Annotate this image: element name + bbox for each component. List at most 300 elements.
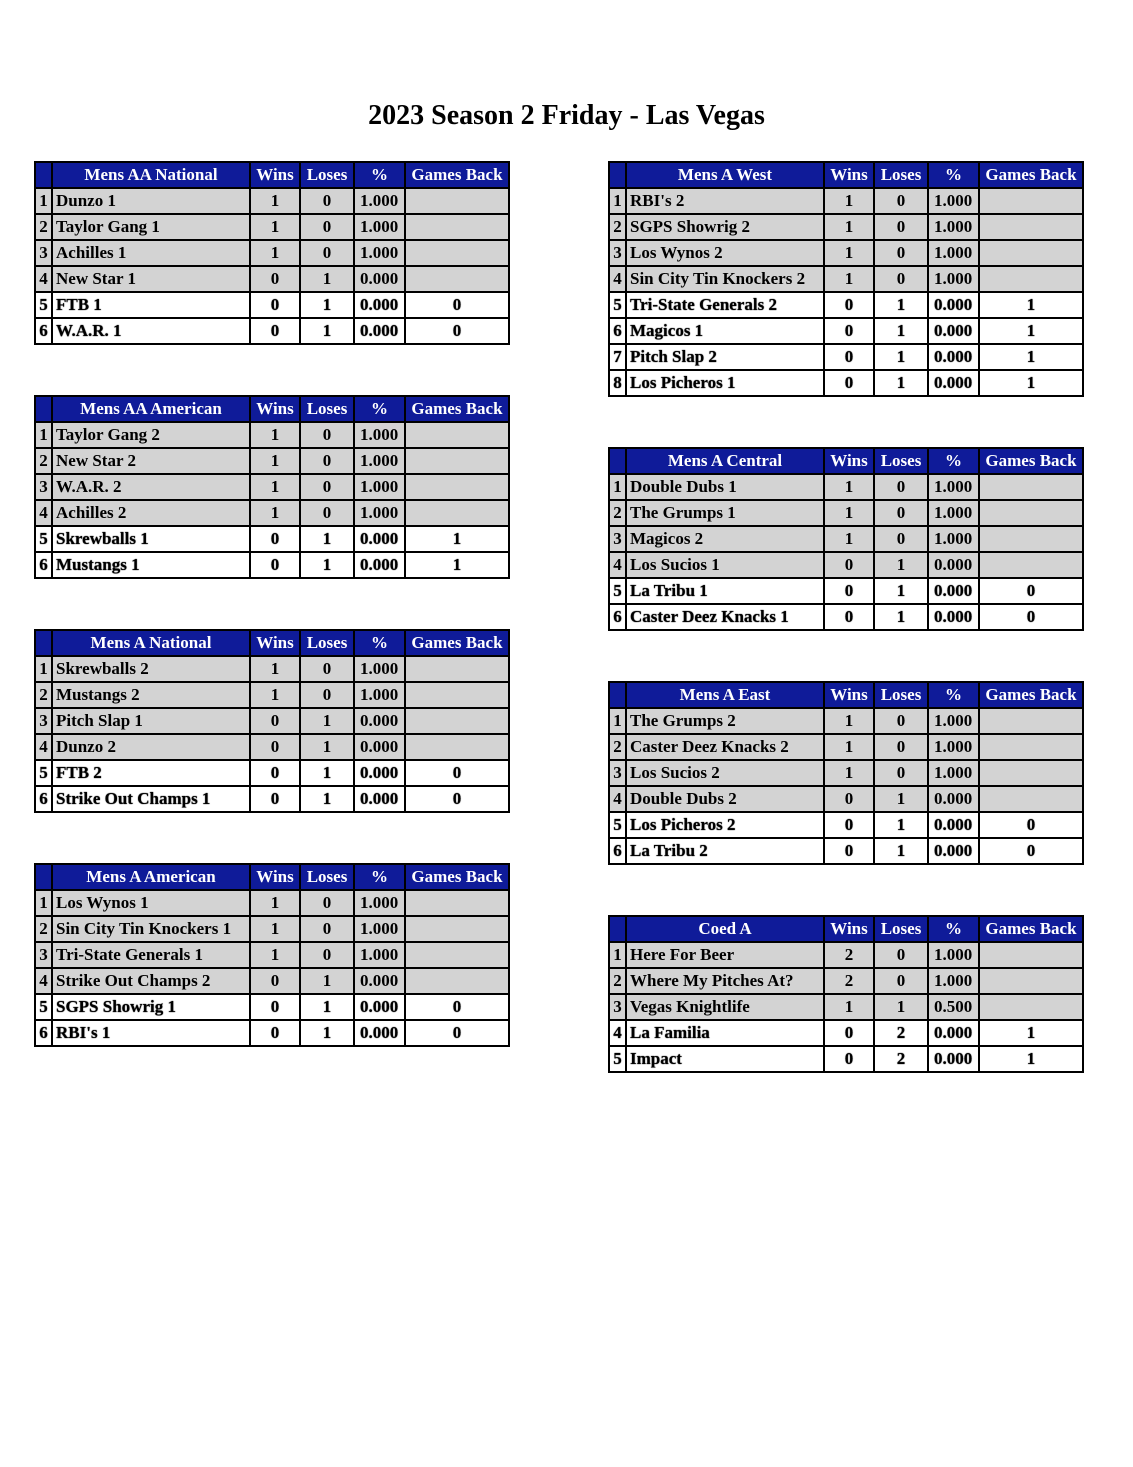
table-row xyxy=(35,448,509,474)
header-pct: % xyxy=(928,162,979,188)
games-back-cell xyxy=(405,942,509,968)
games-back-cell xyxy=(979,526,1083,552)
team-cell: FTB 2 xyxy=(52,760,250,786)
games-back-cell: 1 xyxy=(979,1020,1083,1046)
table-row xyxy=(609,344,1083,370)
header-games-back: Games Back xyxy=(405,162,509,188)
table-row xyxy=(35,552,509,578)
team-cell: W.A.R. 2 xyxy=(52,474,250,500)
table-row xyxy=(609,786,1083,812)
games-back-cell: 1 xyxy=(405,552,509,578)
team-cell: Magicos 1 xyxy=(626,318,824,344)
table-header-row xyxy=(609,916,1083,942)
rank-cell: 1 xyxy=(609,942,626,968)
wins-cell: 0 xyxy=(250,266,300,292)
loses-cell: 0 xyxy=(300,422,354,448)
table-row xyxy=(609,994,1083,1020)
team-cell: New Star 2 xyxy=(52,448,250,474)
wins-cell: 1 xyxy=(250,656,300,682)
table-row xyxy=(35,786,509,812)
loses-cell: 1 xyxy=(874,370,928,396)
team-cell: FTB 1 xyxy=(52,292,250,318)
standings-table xyxy=(608,681,1084,865)
games-back-cell xyxy=(405,968,509,994)
pct-cell: 1.000 xyxy=(354,214,405,240)
pct-cell: 0.000 xyxy=(354,734,405,760)
division-name: Mens AA American xyxy=(52,396,250,422)
pct-cell: 1.000 xyxy=(928,500,979,526)
wins-cell: 1 xyxy=(250,188,300,214)
rank-cell: 7 xyxy=(609,344,626,370)
team-cell: Mustangs 2 xyxy=(52,682,250,708)
loses-cell: 1 xyxy=(300,1020,354,1046)
games-back-cell xyxy=(979,708,1083,734)
table-row xyxy=(35,656,509,682)
table-header-row xyxy=(609,448,1083,474)
loses-cell: 0 xyxy=(874,474,928,500)
header-rank-cell xyxy=(609,916,626,942)
games-back-cell xyxy=(979,266,1083,292)
team-cell: Los Sucios 1 xyxy=(626,552,824,578)
pct-cell: 1.000 xyxy=(928,188,979,214)
team-cell: Skrewballs 1 xyxy=(52,526,250,552)
pct-cell: 0.000 xyxy=(354,318,405,344)
header-rank-cell xyxy=(35,396,52,422)
loses-cell: 1 xyxy=(300,292,354,318)
team-cell: Taylor Gang 2 xyxy=(52,422,250,448)
loses-cell: 1 xyxy=(874,604,928,630)
rank-cell: 3 xyxy=(35,474,52,500)
pct-cell: 0.000 xyxy=(354,526,405,552)
wins-cell: 2 xyxy=(824,942,874,968)
table-row xyxy=(609,734,1083,760)
header-wins: Wins xyxy=(250,396,300,422)
header-games-back: Games Back xyxy=(979,448,1083,474)
pct-cell: 0.000 xyxy=(928,344,979,370)
standings-table xyxy=(608,447,1084,631)
pct-cell: 1.000 xyxy=(928,968,979,994)
wins-cell: 1 xyxy=(824,188,874,214)
team-cell: Here For Beer xyxy=(626,942,824,968)
wins-cell: 0 xyxy=(824,812,874,838)
pct-cell: 0.000 xyxy=(928,318,979,344)
team-cell: RBI's 2 xyxy=(626,188,824,214)
table-row xyxy=(609,604,1083,630)
pct-cell: 0.000 xyxy=(354,266,405,292)
loses-cell: 1 xyxy=(300,318,354,344)
header-rank-cell xyxy=(609,448,626,474)
table-header-row xyxy=(35,864,509,890)
loses-cell: 0 xyxy=(874,968,928,994)
wins-cell: 0 xyxy=(250,292,300,318)
rank-cell: 3 xyxy=(609,526,626,552)
team-cell: Dunzo 1 xyxy=(52,188,250,214)
games-back-cell: 1 xyxy=(979,1046,1083,1072)
wins-cell: 1 xyxy=(250,240,300,266)
header-pct: % xyxy=(928,448,979,474)
pct-cell: 0.000 xyxy=(354,708,405,734)
wins-cell: 1 xyxy=(250,942,300,968)
loses-cell: 1 xyxy=(300,968,354,994)
header-wins: Wins xyxy=(250,162,300,188)
pct-cell: 1.000 xyxy=(354,682,405,708)
table-row xyxy=(35,474,509,500)
header-pct: % xyxy=(928,916,979,942)
table-row xyxy=(35,942,509,968)
wins-cell: 0 xyxy=(250,994,300,1020)
wins-cell: 0 xyxy=(250,760,300,786)
rank-cell: 4 xyxy=(609,786,626,812)
loses-cell: 0 xyxy=(874,266,928,292)
loses-cell: 0 xyxy=(874,526,928,552)
table-row xyxy=(35,188,509,214)
loses-cell: 0 xyxy=(874,240,928,266)
games-back-cell: 0 xyxy=(405,1020,509,1046)
rank-cell: 4 xyxy=(35,734,52,760)
pct-cell: 1.000 xyxy=(354,448,405,474)
games-back-cell xyxy=(405,448,509,474)
table-header-row xyxy=(35,630,509,656)
team-cell: Los Picheros 2 xyxy=(626,812,824,838)
team-cell: SGPS Showrig 2 xyxy=(626,214,824,240)
wins-cell: 1 xyxy=(824,500,874,526)
games-back-cell xyxy=(979,474,1083,500)
pct-cell: 0.000 xyxy=(928,786,979,812)
games-back-cell: 0 xyxy=(405,786,509,812)
pct-cell: 1.000 xyxy=(928,760,979,786)
rank-cell: 3 xyxy=(35,942,52,968)
rank-cell: 5 xyxy=(609,292,626,318)
team-cell: Tri-State Generals 1 xyxy=(52,942,250,968)
header-loses: Loses xyxy=(874,682,928,708)
loses-cell: 0 xyxy=(300,448,354,474)
rank-cell: 4 xyxy=(609,552,626,578)
table-row xyxy=(609,370,1083,396)
games-back-cell xyxy=(979,994,1083,1020)
wins-cell: 0 xyxy=(824,370,874,396)
rank-cell: 5 xyxy=(609,812,626,838)
games-back-cell xyxy=(405,916,509,942)
division-name: Mens A American xyxy=(52,864,250,890)
table-row xyxy=(609,214,1083,240)
games-back-cell xyxy=(979,188,1083,214)
wins-cell: 1 xyxy=(250,890,300,916)
games-back-cell: 0 xyxy=(979,604,1083,630)
pct-cell: 1.000 xyxy=(928,240,979,266)
rank-cell: 1 xyxy=(35,188,52,214)
wins-cell: 0 xyxy=(250,786,300,812)
games-back-cell xyxy=(979,734,1083,760)
team-cell: Pitch Slap 1 xyxy=(52,708,250,734)
loses-cell: 0 xyxy=(300,656,354,682)
team-cell: La Familia xyxy=(626,1020,824,1046)
team-cell: Achilles 1 xyxy=(52,240,250,266)
rank-cell: 5 xyxy=(35,994,52,1020)
wins-cell: 1 xyxy=(250,422,300,448)
loses-cell: 0 xyxy=(300,188,354,214)
team-cell: La Tribu 1 xyxy=(626,578,824,604)
games-back-cell xyxy=(979,240,1083,266)
loses-cell: 1 xyxy=(300,708,354,734)
wins-cell: 2 xyxy=(824,968,874,994)
rank-cell: 4 xyxy=(35,500,52,526)
wins-cell: 0 xyxy=(250,526,300,552)
wins-cell: 1 xyxy=(250,682,300,708)
wins-cell: 0 xyxy=(824,786,874,812)
pct-cell: 1.000 xyxy=(354,656,405,682)
table-row xyxy=(609,188,1083,214)
pct-cell: 0.000 xyxy=(354,760,405,786)
header-games-back: Games Back xyxy=(405,396,509,422)
wins-cell: 1 xyxy=(824,994,874,1020)
pct-cell: 0.000 xyxy=(354,968,405,994)
wins-cell: 0 xyxy=(824,1046,874,1072)
table-row xyxy=(609,838,1083,864)
standings-table xyxy=(608,915,1084,1073)
rank-cell: 5 xyxy=(35,292,52,318)
rank-cell: 4 xyxy=(35,266,52,292)
wins-cell: 0 xyxy=(824,1020,874,1046)
team-cell: Dunzo 2 xyxy=(52,734,250,760)
table-row xyxy=(609,968,1083,994)
header-loses: Loses xyxy=(874,916,928,942)
loses-cell: 1 xyxy=(874,344,928,370)
pct-cell: 1.000 xyxy=(928,214,979,240)
rank-cell: 2 xyxy=(35,916,52,942)
pct-cell: 0.000 xyxy=(354,292,405,318)
games-back-cell: 1 xyxy=(979,370,1083,396)
pct-cell: 0.000 xyxy=(928,812,979,838)
table-row xyxy=(35,682,509,708)
games-back-cell xyxy=(979,968,1083,994)
loses-cell: 0 xyxy=(300,916,354,942)
wins-cell: 0 xyxy=(250,708,300,734)
table-row xyxy=(609,500,1083,526)
team-cell: Los Picheros 1 xyxy=(626,370,824,396)
team-cell: La Tribu 2 xyxy=(626,838,824,864)
loses-cell: 0 xyxy=(874,942,928,968)
table-row xyxy=(35,318,509,344)
games-back-cell xyxy=(405,708,509,734)
games-back-cell xyxy=(405,214,509,240)
rank-cell: 1 xyxy=(35,890,52,916)
wins-cell: 1 xyxy=(250,448,300,474)
games-back-cell xyxy=(405,656,509,682)
table-row xyxy=(35,266,509,292)
loses-cell: 0 xyxy=(874,708,928,734)
table-row xyxy=(609,760,1083,786)
team-cell: Caster Deez Knacks 1 xyxy=(626,604,824,630)
standings-table xyxy=(34,161,510,345)
games-back-cell xyxy=(979,942,1083,968)
games-back-cell xyxy=(405,266,509,292)
loses-cell: 1 xyxy=(300,734,354,760)
pct-cell: 1.000 xyxy=(354,422,405,448)
team-cell: Impact xyxy=(626,1046,824,1072)
loses-cell: 0 xyxy=(874,188,928,214)
rank-cell: 6 xyxy=(35,318,52,344)
wins-cell: 1 xyxy=(824,708,874,734)
rank-cell: 6 xyxy=(609,318,626,344)
table-row xyxy=(35,734,509,760)
rank-cell: 1 xyxy=(609,474,626,500)
wins-cell: 0 xyxy=(824,552,874,578)
wins-cell: 0 xyxy=(250,318,300,344)
team-cell: Sin City Tin Knockers 1 xyxy=(52,916,250,942)
table-row xyxy=(35,240,509,266)
games-back-cell: 0 xyxy=(405,292,509,318)
rank-cell: 2 xyxy=(609,734,626,760)
pct-cell: 0.000 xyxy=(928,604,979,630)
table-row xyxy=(609,266,1083,292)
loses-cell: 0 xyxy=(874,760,928,786)
pct-cell: 1.000 xyxy=(928,942,979,968)
pct-cell: 0.000 xyxy=(928,1020,979,1046)
standings-table xyxy=(608,161,1084,397)
games-back-cell: 1 xyxy=(979,344,1083,370)
pct-cell: 1.000 xyxy=(354,500,405,526)
header-rank-cell xyxy=(35,630,52,656)
wins-cell: 0 xyxy=(824,344,874,370)
page-title: 2023 Season 2 Friday - Las Vegas xyxy=(368,100,765,131)
rank-cell: 1 xyxy=(609,708,626,734)
loses-cell: 0 xyxy=(300,214,354,240)
team-cell: Double Dubs 2 xyxy=(626,786,824,812)
rank-cell: 4 xyxy=(609,266,626,292)
games-back-cell xyxy=(405,474,509,500)
team-cell: Double Dubs 1 xyxy=(626,474,824,500)
table-row xyxy=(609,526,1083,552)
table-row xyxy=(609,578,1083,604)
table-header-row xyxy=(609,162,1083,188)
rank-cell: 8 xyxy=(609,370,626,396)
loses-cell: 0 xyxy=(300,890,354,916)
rank-cell: 4 xyxy=(609,1020,626,1046)
pct-cell: 1.000 xyxy=(354,916,405,942)
wins-cell: 1 xyxy=(824,240,874,266)
team-cell: Los Sucios 2 xyxy=(626,760,824,786)
loses-cell: 1 xyxy=(300,994,354,1020)
games-back-cell xyxy=(405,240,509,266)
rank-cell: 2 xyxy=(35,214,52,240)
rank-cell: 2 xyxy=(35,448,52,474)
header-pct: % xyxy=(354,630,405,656)
standings-table xyxy=(34,395,510,579)
games-back-cell: 1 xyxy=(979,318,1083,344)
pct-cell: 0.000 xyxy=(928,292,979,318)
header-wins: Wins xyxy=(824,162,874,188)
team-cell: Magicos 2 xyxy=(626,526,824,552)
wins-cell: 0 xyxy=(824,292,874,318)
rank-cell: 3 xyxy=(609,760,626,786)
games-back-cell xyxy=(405,734,509,760)
games-back-cell xyxy=(405,188,509,214)
loses-cell: 1 xyxy=(874,812,928,838)
division-name: Mens A East xyxy=(626,682,824,708)
header-wins: Wins xyxy=(250,864,300,890)
loses-cell: 1 xyxy=(874,318,928,344)
table-row xyxy=(609,1020,1083,1046)
team-cell: The Grumps 2 xyxy=(626,708,824,734)
table-row xyxy=(35,292,509,318)
table-row xyxy=(35,526,509,552)
loses-cell: 0 xyxy=(874,500,928,526)
wins-cell: 1 xyxy=(824,474,874,500)
table-header-row xyxy=(35,396,509,422)
wins-cell: 0 xyxy=(824,838,874,864)
team-cell: Taylor Gang 1 xyxy=(52,214,250,240)
team-cell: Strike Out Champs 1 xyxy=(52,786,250,812)
games-back-cell: 0 xyxy=(979,812,1083,838)
loses-cell: 1 xyxy=(300,552,354,578)
pct-cell: 1.000 xyxy=(928,734,979,760)
rank-cell: 3 xyxy=(609,994,626,1020)
wins-cell: 1 xyxy=(824,526,874,552)
team-cell: Pitch Slap 2 xyxy=(626,344,824,370)
rank-cell: 5 xyxy=(35,526,52,552)
team-cell: Los Wynos 1 xyxy=(52,890,250,916)
table-row xyxy=(35,500,509,526)
loses-cell: 1 xyxy=(874,578,928,604)
standings-table xyxy=(34,863,510,1047)
rank-cell: 3 xyxy=(35,708,52,734)
wins-cell: 0 xyxy=(250,552,300,578)
table-row xyxy=(35,708,509,734)
rank-cell: 5 xyxy=(609,1046,626,1072)
wins-cell: 0 xyxy=(250,1020,300,1046)
loses-cell: 1 xyxy=(874,838,928,864)
table-row xyxy=(35,890,509,916)
pct-cell: 1.000 xyxy=(928,526,979,552)
loses-cell: 0 xyxy=(874,734,928,760)
loses-cell: 1 xyxy=(874,552,928,578)
games-back-cell xyxy=(979,760,1083,786)
division-name: Mens A Central xyxy=(626,448,824,474)
wins-cell: 0 xyxy=(824,578,874,604)
division-name: Mens AA National xyxy=(52,162,250,188)
header-games-back: Games Back xyxy=(979,916,1083,942)
pct-cell: 1.000 xyxy=(928,474,979,500)
rank-cell: 4 xyxy=(35,968,52,994)
wins-cell: 0 xyxy=(824,604,874,630)
header-wins: Wins xyxy=(824,916,874,942)
table-row xyxy=(609,812,1083,838)
pct-cell: 1.000 xyxy=(354,474,405,500)
rank-cell: 2 xyxy=(609,968,626,994)
wins-cell: 1 xyxy=(250,500,300,526)
loses-cell: 1 xyxy=(874,292,928,318)
wins-cell: 1 xyxy=(250,214,300,240)
header-loses: Loses xyxy=(300,630,354,656)
games-back-cell xyxy=(979,214,1083,240)
pct-cell: 0.000 xyxy=(354,786,405,812)
table-row xyxy=(35,916,509,942)
header-wins: Wins xyxy=(824,448,874,474)
team-cell: Achilles 2 xyxy=(52,500,250,526)
header-loses: Loses xyxy=(874,162,928,188)
loses-cell: 1 xyxy=(300,526,354,552)
loses-cell: 2 xyxy=(874,1020,928,1046)
table-row xyxy=(609,240,1083,266)
games-back-cell: 1 xyxy=(979,292,1083,318)
rank-cell: 3 xyxy=(35,240,52,266)
table-row xyxy=(609,318,1083,344)
rank-cell: 1 xyxy=(35,656,52,682)
wins-cell: 0 xyxy=(250,968,300,994)
pct-cell: 0.000 xyxy=(928,370,979,396)
pct-cell: 0.000 xyxy=(928,1046,979,1072)
wins-cell: 1 xyxy=(824,760,874,786)
